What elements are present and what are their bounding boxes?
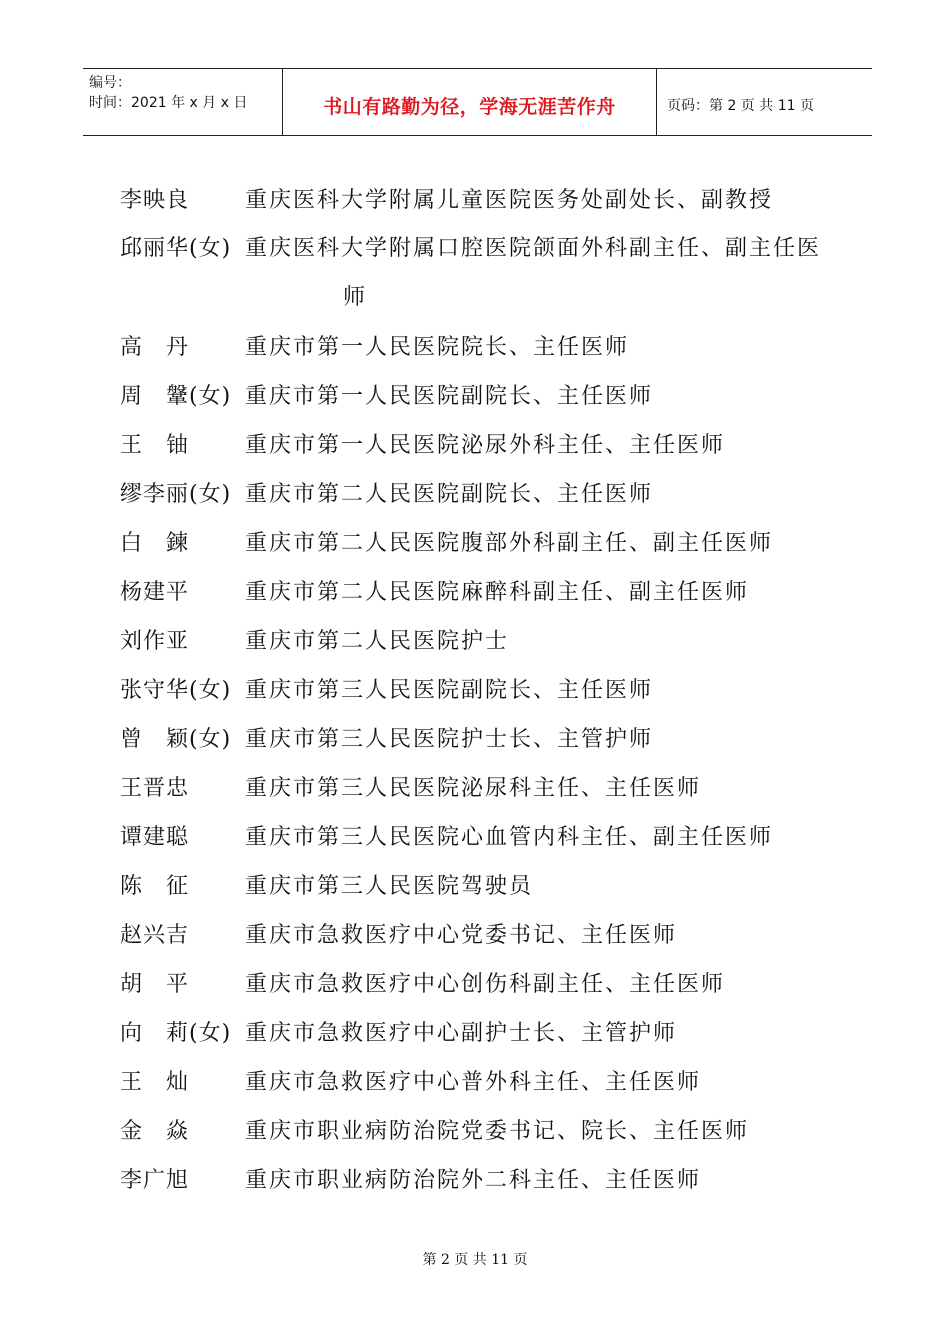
footer-page-number: 第 2 页 共 11 页 bbox=[422, 1252, 528, 1268]
person-name: 王晋忠 bbox=[120, 776, 190, 801]
header-motto-cell bbox=[283, 69, 657, 135]
person-title: 重庆市第三人民医院护士长、主管护师 bbox=[245, 727, 654, 752]
person-name: 杨建平 bbox=[120, 580, 190, 605]
list-item bbox=[120, 1107, 850, 1156]
person-title: 重庆市急救医疗中心创伤科副主任、主任医师 bbox=[245, 972, 726, 997]
document-number-label: 编号： bbox=[89, 75, 131, 91]
header-meta bbox=[83, 69, 283, 135]
list-item bbox=[120, 372, 850, 421]
person-name: 张守华(女) bbox=[120, 678, 232, 703]
person-name: 高 丹 bbox=[120, 335, 190, 360]
list-item bbox=[120, 911, 850, 960]
person-title: 重庆市急救医疗中心副护士长、主管护师 bbox=[245, 1021, 678, 1046]
person-name: 金 焱 bbox=[120, 1119, 190, 1144]
person-title: 重庆市职业病防治院党委书记、院长、主任医师 bbox=[245, 1119, 750, 1144]
person-name: 赵兴吉 bbox=[120, 923, 190, 948]
list-item bbox=[120, 764, 850, 813]
list-item bbox=[120, 235, 850, 311]
person-name: 胡 平 bbox=[120, 972, 190, 997]
document-date-label: 时间：2021 年 x 月 x 日 bbox=[89, 95, 248, 111]
person-title: 重庆市急救医疗中心党委书记、主任医师 bbox=[245, 923, 678, 948]
person-title: 重庆医科大学附属儿童医院医务处副处长、副教授 bbox=[245, 188, 774, 213]
person-title: 重庆市第二人民医院腹部外科副主任、副主任医师 bbox=[245, 531, 774, 556]
list-item bbox=[120, 470, 850, 519]
person-title: 重庆市第一人民医院副院长、主任医师 bbox=[245, 384, 654, 409]
person-name: 陈 征 bbox=[120, 874, 190, 899]
person-title: 重庆市第三人民医院驾驶员 bbox=[245, 874, 534, 899]
header-motto: 书山有路勤为径，学海无涯苦作舟 bbox=[323, 95, 616, 118]
person-title: 重庆市急救医疗中心普外科主任、主任医师 bbox=[245, 1070, 702, 1095]
person-name: 李映良 bbox=[120, 188, 190, 213]
list-item bbox=[120, 617, 850, 666]
person-title: 重庆市第三人民医院副院长、主任医师 bbox=[245, 678, 654, 703]
list-item bbox=[120, 421, 850, 470]
list-item bbox=[120, 568, 850, 617]
list-item bbox=[120, 176, 850, 225]
person-name: 向 莉(女) bbox=[120, 1021, 232, 1046]
header-page-cell bbox=[657, 69, 872, 135]
person-name: 邱丽华(女) bbox=[120, 236, 232, 261]
person-name: 缪李丽(女) bbox=[120, 482, 232, 507]
list-item bbox=[120, 813, 850, 862]
person-title-line: 重庆医科大学附属口腔医院颌面外科副主任、副主任医 bbox=[245, 236, 822, 261]
person-name: 刘作亚 bbox=[120, 629, 190, 654]
person-name: 王 灿 bbox=[120, 1070, 190, 1095]
person-name: 李广旭 bbox=[120, 1168, 190, 1193]
person-title: 重庆市第一人民医院泌尿外科主任、主任医师 bbox=[245, 433, 726, 458]
list-item bbox=[120, 323, 850, 372]
list-item bbox=[120, 715, 850, 764]
list-item bbox=[120, 519, 850, 568]
list-item bbox=[120, 1009, 850, 1058]
person-title: 重庆市第一人民医院院长、主任医师 bbox=[245, 335, 630, 360]
person-title bbox=[245, 235, 821, 311]
person-title-continuation: 师 bbox=[343, 285, 368, 310]
person-title: 重庆市第二人民医院麻醉科副主任、副主任医师 bbox=[245, 580, 750, 605]
person-name: 周 鞶(女) bbox=[120, 384, 232, 409]
person-name: 谭建聪 bbox=[120, 825, 190, 850]
person-name: 曾 颖(女) bbox=[120, 727, 232, 752]
list-item bbox=[120, 1058, 850, 1107]
page-footer bbox=[0, 1249, 950, 1269]
person-name: 白 鍊 bbox=[120, 531, 190, 556]
person-name: 王 铀 bbox=[120, 433, 190, 458]
list-item bbox=[120, 666, 850, 715]
list-item bbox=[120, 862, 850, 911]
list-item bbox=[120, 960, 850, 1009]
person-title: 重庆市第二人民医院副院长、主任医师 bbox=[245, 482, 654, 507]
person-title: 重庆市第三人民医院心血管内科主任、副主任医师 bbox=[245, 825, 774, 850]
header-page-number: 页码：第 2 页 共 11 页 bbox=[667, 98, 814, 114]
person-title: 重庆市第三人民医院泌尿科主任、主任医师 bbox=[245, 776, 702, 801]
list-item bbox=[120, 1156, 850, 1205]
page-header bbox=[83, 68, 872, 136]
person-title: 重庆市第二人民医院护士 bbox=[245, 629, 510, 654]
award-list bbox=[120, 176, 850, 1205]
person-title: 重庆市职业病防治院外二科主任、主任医师 bbox=[245, 1168, 702, 1193]
